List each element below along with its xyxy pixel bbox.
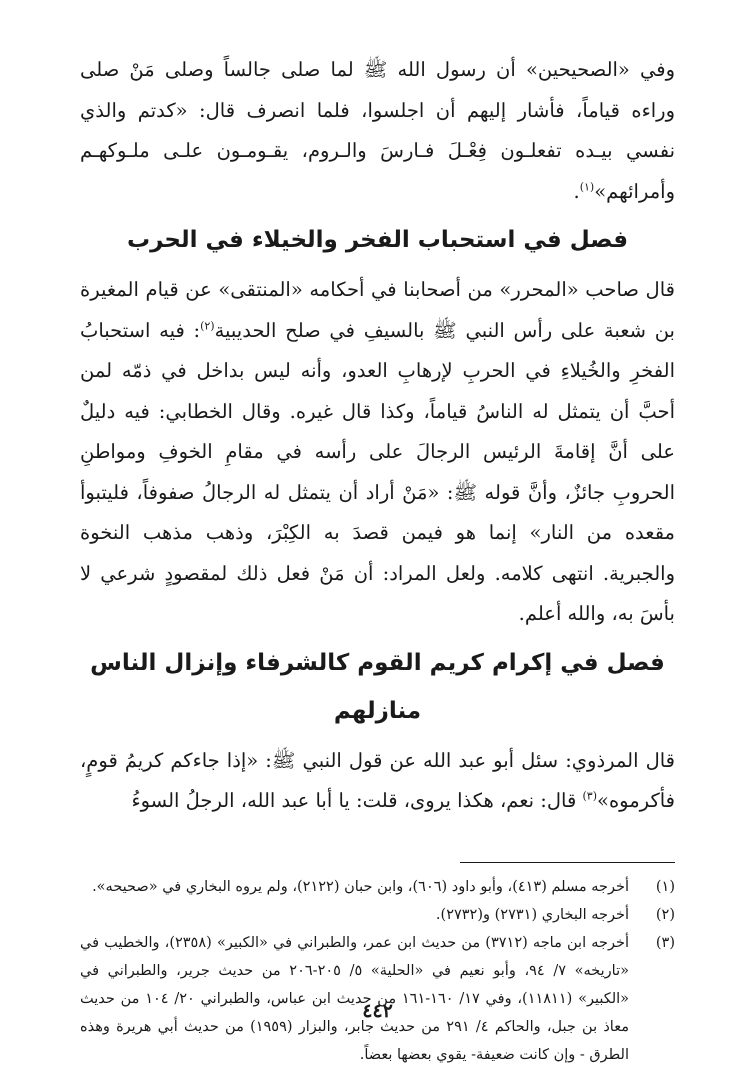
paragraph-sahihayn xyxy=(80,50,675,212)
footnote-number: (١) xyxy=(655,878,675,895)
footnote-separator xyxy=(460,862,675,863)
footnote-2 xyxy=(80,901,675,929)
paragraph-text-continued: قال: نعم، هكذا يروى، قلت: يا أبا عبد الله، الرجلُ السوءُ xyxy=(131,789,583,812)
footnote-ref-3[interactable]: (٣) xyxy=(582,789,598,803)
footnote-text: أخرجه مسلم (٤١٣)، وأبو داود (٦٠٦)، وابن حبان (٢١٢٢)، ولم يروه البخاري في «صحيحه». xyxy=(92,878,629,895)
section-heading-pride-in-war: فصل في استحباب الفخر والخيلاء في الحرب xyxy=(126,227,629,253)
footnote-ref-2[interactable]: (٢) xyxy=(200,319,215,332)
page-number: ٤٤٢ xyxy=(362,1000,393,1022)
paragraph-text-continued: : فيه استحبابُ الفخرِ والخُيلاءِ في الحربِ لإرهابِ العدو، وأنه ليس بداخل في ذمّه لمن أحبَّ أن يتمثل له الناسُ قياماً، وكذا قال غيره. وقال الخطابي: فيه دليلٌ على أنَّ إقامةَ الرئيس الرجالَ على رأسه في مقامِ الخوفِ ومواطنِ الحروبِ جائزٌ، وأنَّ قوله ﷺ: «مَنْ أراد أن يتمثل له الرجالُ صفوفاً، فليتبوأ مقعده من النار» إنما هو فيمن قصدَ به الكِبْرَ، وذهب مذهب النخوة والجبرية. انتهى كلامه. ولعل المراد: أن مَنْ فعل ذلك لمقصودٍ شرعي لا بأسَ به، والله أعلم. xyxy=(80,318,675,625)
paragraph-text: قال المرذوي: سئل أبو عبد الله عن قول النبي ﷺ: «إذا جاءكم كريمُ قومٍ، فأكرموه» xyxy=(80,748,675,812)
footnote-1 xyxy=(80,873,675,901)
paragraph-text: وفي «الصحيحين» أن رسول الله ﷺ لما صلى جالساً وصلى مَنْ صلى وراءه قياماً، فأشار إليهم أن اجلسوا، فلما انصرف قال: «كدتم والذي نفسي بيـده تفعلـون فِعْـلَ فـارسَ والـروم، يقـومـون علـى ملـوكهـم وأمرائهم» xyxy=(80,58,675,203)
footnote-text: أخرجه البخاري (٢٧٣١) و(٢٧٣٢). xyxy=(435,906,629,923)
footnote-text: أخرجه ابن ماجه (٣٧١٢) من حديث ابن عمر، والطبراني في «الكبير» (٢٣٥٨)، والخطيب في «تاريخه» ٧/ ٩٤، وأبو نعيم في «الحلية» ٥/ ٢٠٥-٢٠٦ من حديث جرير، والطبراني في «الكبير» (١١٨١١)، وفي ١٧/ ١٦٠-١٦١ من حديث ابن عباس، والطبراني ٢٠/ ١٠٤ من حديث معاذ بن جبل، والحاكم ٤/ ٢٩١ من حديث جابر، والبزار (١٩٥٩) من حديث أبي هريرة وهذه الطرق - وإن كانت ضعيفة- يقوي بعضها بعضاً. xyxy=(80,934,630,1063)
footnote-number: (٣) xyxy=(655,934,675,951)
footnote-number: (٢) xyxy=(655,906,675,923)
footnote-ref-1[interactable]: (١) xyxy=(579,180,595,193)
paragraph-muharrar xyxy=(80,270,675,635)
paragraph-end: . xyxy=(573,179,580,203)
paragraph-marwadhi xyxy=(80,741,675,822)
section-heading-honoring-nobles: فصل في إكرام كريم القوم كالشرفاء وإنزال الناس منازلهم xyxy=(90,649,665,724)
paragraph-text: قال صاحب «المحرر» من أصحابنا في أحكامه «المنتقى» عن قيام المغيرة بن شعبة على رأس النبي ﷺ بالسيفِ في صلح الحديبية xyxy=(80,278,675,342)
footnote-3 xyxy=(80,929,675,1069)
